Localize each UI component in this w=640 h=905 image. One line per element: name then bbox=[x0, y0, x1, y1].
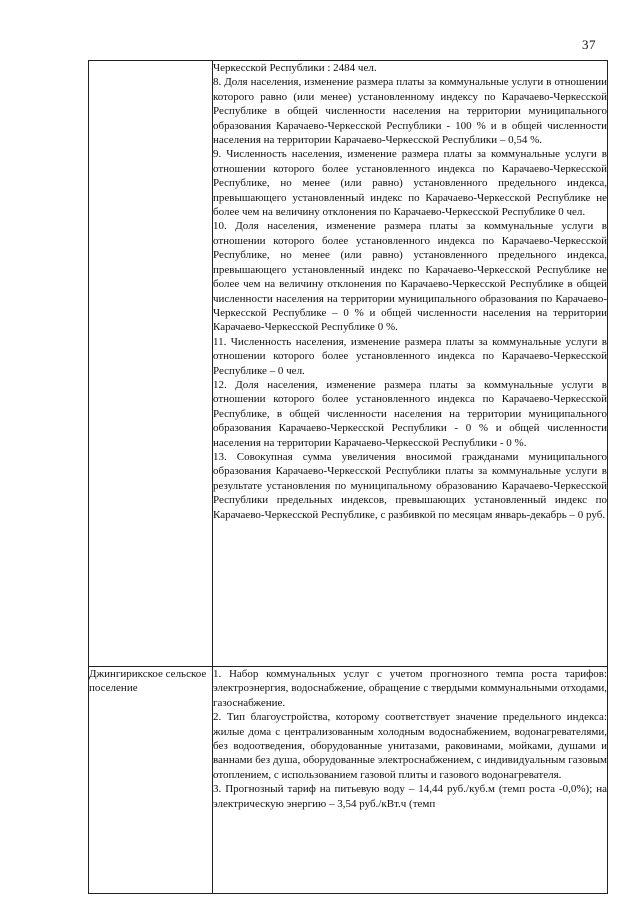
indicators-cell bbox=[213, 667, 608, 894]
indicator-paragraph: 9. Численность населения, изменение размера платы за коммунальные услуги в отношении которого более установленного индекса по Карачаево-Черкесской Республике, но менее (или равно) установленного предельного индекса, превышающего установленный индекс по Карачаево-Черкесской Республике не более чем на величину отклонения по Карачаево-Черкесской Республике 0 чел. bbox=[213, 148, 607, 219]
indicators-cell bbox=[213, 61, 608, 667]
indicator-paragraph: 13. Совокупная сумма увеличения вносимой гражданами муниципального образования Карачаево-Черкесской Республики платы за коммунальные услуги в результате установления по муниципальному образованию Карачаево-Черкесской Республики предельных индексов, превышающих установленный индекс по Карачаево-Черкесской Республике, с разбивкой по месяцам январь-декабрь – 0 руб. bbox=[213, 450, 607, 521]
municipality-cell bbox=[89, 61, 213, 667]
table-row bbox=[89, 61, 608, 667]
table-row bbox=[89, 667, 608, 894]
indicator-paragraph: 1. Набор коммунальных услуг с учетом прогнозного темпа роста тарифов: электроэнергия, водоснабжение, обращение с твердыми коммунальными отходами, газоснабжение. bbox=[213, 668, 607, 709]
indicator-paragraph: 8. Доля населения, изменение размера платы за коммунальные услуги в отношении которого равно (или менее) установленному индексу по Карачаево-Черкесской Республике в общей численности населения на территории муниципального образования Карачаево-Черкесской Республики - 100 % и в общей численности населения на территории Карачаево-Черкесской Республики – 0,54 %. bbox=[213, 76, 607, 147]
indicator-paragraph: 11. Численность населения, изменение размера платы за коммунальные услуги в отношении которого более установленного индекса по Карачаево-Черкесской Республике – 0 чел. bbox=[213, 335, 607, 377]
indicator-paragraph: 10. Доля населения, изменение размера платы за коммунальные услуги в отношении которого более установленного индекса по Карачаево-Черкесской Республике, но менее (или равно) установленного предельного индекса, превышающего установленный индекс по Карачаево-Черкесской Республике не более чем на величину отклонения по Карачаево-Черкесской Республике в общей численности населения на территории муниципального образования по Карачаево-Черкесской Республике – 0 % и общей численности населения на территории Карачаево-Черкесской Республике 0 %. bbox=[213, 220, 607, 334]
page-number: 37 bbox=[582, 37, 596, 52]
indicator-paragraph: Черкесской Республики : 2484 чел. bbox=[213, 62, 377, 74]
municipality-cell bbox=[89, 667, 213, 894]
indicator-paragraph: 2. Тип благоустройства, которому соответствует значение предельного индекса: жилые дома с централизованным холодным водоснабжением, водонагревателями, без водоотведения, оборудованные унитазами, раковинами, мойками, душами и ваннами без душа, оборудованные электроснабжением, с индивидуальным газовым отоплением, с использованием газовой плиты и газового водонагревателя. bbox=[213, 711, 607, 781]
municipality-name: Джингирикское сельское поселение bbox=[89, 668, 207, 695]
municipality-table bbox=[88, 60, 608, 894]
indicator-paragraph: 12. Доля населения, изменение размера платы за коммунальные услуги в отношении которого более установленного индекса по Карачаево-Черкесской Республике, в общей численности населения на территории муниципального образования Карачаево-Черкесской Республики - 0 % и общей численности населения на территории Карачаево-Черкесской Республики - 0 %. bbox=[213, 378, 607, 449]
indicator-paragraph: 3. Прогнозный тариф на питьевую воду – 14,44 руб./куб.м (темп роста -0,0%); на электрическую энергию – 3,54 руб./кВт.ч (темп bbox=[213, 783, 607, 810]
